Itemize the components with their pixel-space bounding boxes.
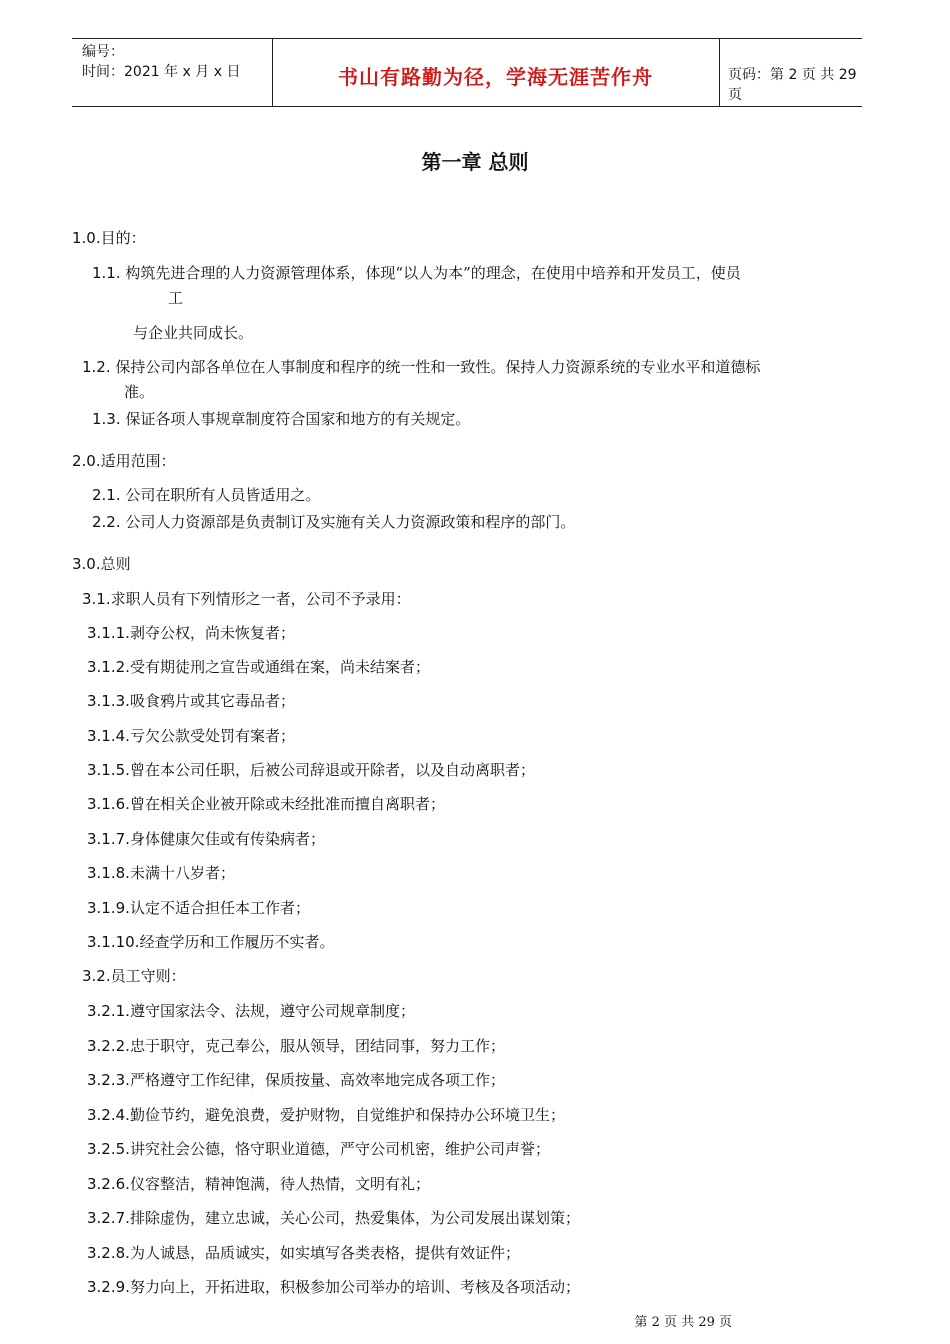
item-text: 剥夺公权，尚未恢复者； — [129, 624, 295, 642]
list-item — [87, 1106, 565, 1124]
clause-wrap: 准。 — [124, 383, 155, 401]
clause — [92, 410, 470, 428]
document-date-label: 时间：2021 年 x 月 x 日 — [82, 64, 241, 80]
list-item — [87, 830, 325, 848]
clause-text: 求职人员有下列情形之一者，公司不予录用： — [110, 590, 411, 608]
header-page-number: 页码：第 2 页 共 29 页 — [728, 67, 857, 103]
clause — [92, 486, 320, 504]
clause — [92, 513, 575, 531]
item-text: 受有期徒刑之宣告或通缉在案，尚未结案者； — [129, 658, 430, 676]
section-heading — [72, 555, 131, 573]
item-text: 吸食鸦片或其它毒品者； — [129, 692, 295, 710]
clause — [82, 590, 411, 608]
list-item — [87, 1244, 520, 1262]
list-item — [87, 1002, 415, 1020]
section-text: 适用范围： — [100, 452, 176, 470]
item-number: 3.1.7. — [87, 830, 130, 848]
clause — [92, 264, 741, 282]
item-number: 3.2.9. — [87, 1278, 130, 1296]
list-item — [87, 1071, 505, 1089]
list-item — [87, 795, 445, 813]
list-item — [87, 933, 335, 951]
item-number: 3.1.1. — [87, 624, 130, 642]
clause-text: 员工守则： — [110, 967, 186, 985]
header-meta-cell — [72, 39, 273, 106]
clause-number: 3.1. — [82, 590, 111, 608]
item-number: 3.2.8. — [87, 1244, 130, 1262]
header-motto: 书山有路勤为径，学海无涯苦作舟 — [338, 65, 653, 89]
section-number: 3.0. — [72, 555, 101, 573]
item-number: 3.1.9. — [87, 899, 130, 917]
item-text: 曾在相关企业被开除或未经批准而擅自离职者； — [129, 795, 445, 813]
list-item — [87, 624, 295, 642]
item-text: 讲究社会公德，恪守职业道德，严守公司机密，维护公司声誉； — [129, 1140, 550, 1158]
page-footer: 第 2 页 共 29 页 — [634, 1315, 732, 1330]
section-text: 目的： — [100, 229, 146, 247]
item-number: 3.1.6. — [87, 795, 130, 813]
list-item — [87, 727, 295, 745]
item-text: 身体健康欠佳或有传染病者； — [129, 830, 325, 848]
item-number: 3.2.2. — [87, 1037, 130, 1055]
list-item — [87, 899, 310, 917]
item-text: 排除虚伪，建立忠诚，关心公司，热爱集体，为公司发展出谋划策； — [129, 1209, 580, 1227]
list-item — [87, 761, 535, 779]
item-number: 3.1.8. — [87, 864, 130, 882]
clause-wrap: 工 — [168, 289, 184, 307]
clause-number: 2.2. — [92, 513, 121, 531]
item-text: 严格遵守工作纪律，保质按量、高效率地完成各项工作； — [129, 1071, 505, 1089]
item-number: 3.1.5. — [87, 761, 130, 779]
list-item — [87, 658, 430, 676]
item-number: 3.1.10. — [87, 933, 140, 951]
item-text: 经查学历和工作履历不实者。 — [139, 933, 335, 951]
item-text: 仪容整洁，精神饱满，待人热情，文明有礼； — [129, 1175, 430, 1193]
item-text: 认定不适合担任本工作者； — [129, 899, 310, 917]
list-item — [87, 1278, 580, 1296]
list-item — [87, 692, 295, 710]
clause-text: 构筑先进合理的人力资源管理体系，体现“以人为本”的理念，在使用中培养和开发员工，使员 — [120, 264, 741, 282]
item-number: 3.2.5. — [87, 1140, 130, 1158]
item-number: 3.1.4. — [87, 727, 130, 745]
item-number: 3.2.7. — [87, 1209, 130, 1227]
item-text: 勤俭节约，避免浪费，爱护财物，自觉维护和保持办公环境卫生； — [129, 1106, 565, 1124]
section-number: 1.0. — [72, 229, 101, 247]
clause-text: 公司在职所有人员皆适用之。 — [120, 486, 321, 504]
clause — [82, 967, 186, 985]
item-number: 3.1.2. — [87, 658, 130, 676]
list-item — [87, 1209, 580, 1227]
item-number: 3.2.4. — [87, 1106, 130, 1124]
clause-number: 1.2. — [82, 358, 111, 376]
item-text: 遵守国家法令、法规，遵守公司规章制度； — [129, 1002, 415, 1020]
list-item — [87, 1037, 505, 1055]
clause-number: 2.1. — [92, 486, 121, 504]
list-item — [87, 1140, 550, 1158]
section-text: 总则 — [100, 555, 131, 573]
item-text: 未满十八岁者； — [129, 864, 235, 882]
item-text: 忠于职守，克己奉公，服从领导，团结同事，努力工作； — [129, 1037, 505, 1055]
header-page-cell — [720, 39, 862, 106]
item-text: 为人诚恳，品质诚实，如实填写各类表格，提供有效证件； — [129, 1244, 520, 1262]
list-item — [87, 864, 235, 882]
section-number: 2.0. — [72, 452, 101, 470]
document-code-label: 编号： — [82, 44, 124, 60]
item-number: 3.2.1. — [87, 1002, 130, 1020]
chapter-title: 第一章 总则 — [421, 150, 529, 174]
item-number: 3.1.3. — [87, 692, 130, 710]
item-text: 亏欠公款受处罚有案者； — [129, 727, 295, 745]
page-header — [72, 38, 862, 107]
clause-number: 1.1. — [92, 264, 121, 282]
clause-continuation: 与企业共同成长。 — [133, 324, 254, 342]
clause-text: 保证各项人事规章制度符合国家和地方的有关规定。 — [120, 410, 471, 428]
section-heading — [72, 229, 146, 247]
item-text: 曾在本公司任职，后被公司辞退或开除者，以及自动离职者； — [129, 761, 535, 779]
clause-text: 公司人力资源部是负责制订及实施有关人力资源政策和程序的部门。 — [120, 513, 576, 531]
clause-number: 1.3. — [92, 410, 121, 428]
item-text: 努力向上，开拓进取，积极参加公司举办的培训、考核及各项活动； — [129, 1278, 580, 1296]
clause — [82, 358, 760, 376]
clause-number: 3.2. — [82, 967, 111, 985]
header-motto-cell — [272, 39, 720, 106]
section-heading — [72, 452, 176, 470]
item-number: 3.2.3. — [87, 1071, 130, 1089]
clause-text: 保持公司内部各单位在人事制度和程序的统一性和一致性。保持人力资源系统的专业水平和道德标 — [110, 358, 761, 376]
list-item — [87, 1175, 430, 1193]
item-number: 3.2.6. — [87, 1175, 130, 1193]
